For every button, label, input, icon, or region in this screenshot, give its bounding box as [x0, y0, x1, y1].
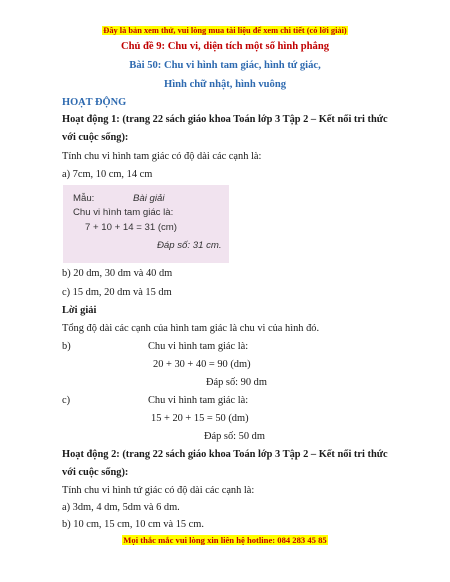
- activity2-item-a: a) 3dm, 4 dm, 5dm và 6 dm.: [62, 502, 180, 513]
- example-solution-label: Bài giải: [133, 193, 165, 204]
- solution-b-calc: 20 + 30 + 40 = 90 (dm): [153, 359, 251, 370]
- solution-b-text: Chu vi hình tam giác là:: [148, 341, 249, 352]
- activity1-item-a: a) 7cm, 10 cm, 14 cm: [62, 169, 153, 180]
- example-answer: Đáp số: 31 cm.: [157, 240, 222, 251]
- hotline-footer: Mọi thắc mắc vui lòng xin liên hệ hotline: 084 283 45 85: [123, 535, 327, 545]
- section-heading: HOẠT ĐỘNG: [62, 97, 127, 108]
- activity2-heading-line2: với cuộc sống):: [62, 467, 129, 478]
- solution-b-answer: Đáp số: 90 dm: [206, 377, 267, 388]
- activity1-heading-line1: Hoạt động 1: (trang 22 sách giáo khoa Toán lớp 3 Tập 2 – Kết nối tri thức: [62, 114, 388, 125]
- activity1-item-b: b) 20 dm, 30 dm và 40 dm: [62, 268, 173, 279]
- solution-b-label: b): [62, 341, 71, 352]
- solution-heading: Lời giải: [62, 305, 97, 316]
- solution-c-text: Chu vi hình tam giác là:: [148, 395, 249, 406]
- lesson-title-line2: Hình chữ nhật, hình vuông: [163, 79, 287, 90]
- example-box: [63, 185, 229, 263]
- solution-c-calc: 15 + 20 + 15 = 50 (dm): [151, 413, 249, 424]
- solution-c-label: c): [62, 395, 71, 406]
- activity1-item-c: c) 15 dm, 20 dm và 15 dm: [62, 287, 172, 298]
- topic-heading: Chủ đề 9: Chu vi, diện tích một số hình phẳng: [120, 41, 330, 52]
- activity2-item-b: b) 10 cm, 15 cm, 10 cm và 15 cm.: [62, 519, 204, 530]
- activity1-prompt: Tính chu vi hình tam giác có độ dài các cạnh là:: [62, 151, 262, 162]
- solution-intro: Tổng độ dài các cạnh của hình tam giác là chu vi của hình đó.: [62, 323, 320, 334]
- example-line2: 7 + 10 + 14 = 31 (cm): [85, 222, 177, 233]
- activity1-heading-line2: với cuộc sống):: [62, 132, 129, 143]
- activity2-prompt: Tính chu vi hình tứ giác có độ dài các cạnh là:: [62, 485, 255, 496]
- activity2-heading-line1: Hoạt động 2: (trang 22 sách giáo khoa Toán lớp 3 Tập 2 – Kết nối tri thức: [62, 449, 388, 460]
- example-line1: Chu vi hình tam giác là:: [73, 207, 174, 218]
- example-label: Mẫu:: [73, 193, 95, 204]
- solution-c-answer: Đáp số: 50 dm: [204, 431, 265, 442]
- preview-banner: Đây là bản xem thử, vui lòng mua tài liệu để xem chi tiết (có lời giải): [103, 26, 347, 35]
- lesson-title-line1: Bài 50: Chu vi hình tam giác, hình tứ giác,: [129, 60, 321, 71]
